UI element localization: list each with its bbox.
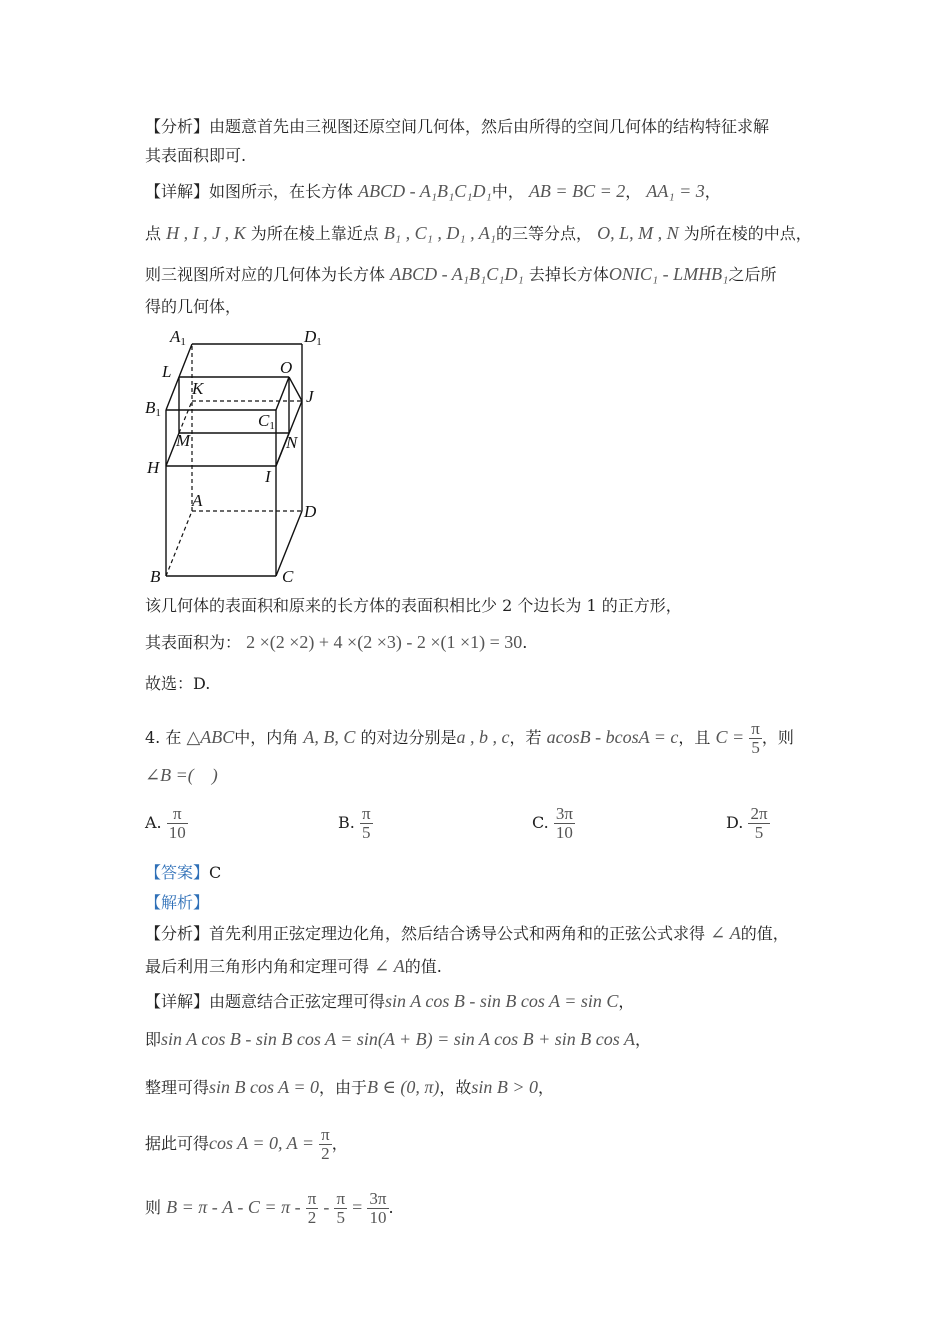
formula-ab-bc: AB = BC = 2 (528, 181, 626, 201)
detail-b-line-1 (145, 990, 634, 1013)
jiexi-line (145, 892, 209, 914)
simplify-end: ， (538, 1078, 555, 1097)
label-l: L (162, 362, 172, 381)
formula-cosa: cos A = 0, A = (209, 1133, 314, 1153)
edge-oj (289, 377, 302, 401)
question-4-ask (145, 764, 218, 787)
then-text-1: 则三视图所对应的几何体为长方体 (145, 265, 386, 284)
formula-triangle: △ABC (186, 727, 235, 747)
answer-value: C (209, 863, 222, 882)
detail-line-1: 【详解】如图所示，在长方体 ABCD - A₁B₁C₁D₁中， AB = BC = 2， AA₁ = 3， (145, 181, 721, 201)
q-text-1: 中，内角 (234, 728, 299, 747)
label-d1: D1 (304, 327, 322, 348)
simplify-text: 整理可得 (145, 1078, 210, 1097)
question-4-line-1 (145, 720, 794, 757)
formula-sine-law: sin A cos B - sin B cos A = sin C (385, 991, 619, 1011)
detail-text: 如图所示，在长方体 (209, 182, 354, 201)
formula-angle-a-2: ∠ A (374, 956, 405, 976)
detail-tag: 【详解】 (145, 182, 210, 201)
ji-line (145, 1028, 651, 1051)
choose-line: 故选：D. (145, 674, 211, 693)
analysis-tag: 【分析】 (145, 117, 210, 136)
option-a-fraction: $\frac{\pi}{10}$ (168, 804, 186, 842)
option-b-letter: B. (338, 813, 355, 832)
ji-end: ， (634, 1030, 651, 1049)
fraction-f1: $\frac{\pi}{2}$ (307, 1189, 317, 1227)
option-c-letter: C. (532, 813, 549, 832)
option-d[interactable] (726, 805, 770, 842)
simplify-line (145, 1076, 554, 1099)
formula-sinb-pos: sin B > 0 (471, 1077, 539, 1097)
formula-cuboid: ABCD - A₁B₁C₁D₁ (358, 181, 492, 201)
edge-c1o (276, 377, 289, 410)
hidden-edge-mk (179, 401, 192, 433)
label-h: H (147, 458, 160, 477)
label-i: I (265, 467, 271, 486)
q-text-4: ，且 (678, 728, 711, 747)
then-line-2: 得的几何体， (145, 297, 242, 316)
analysis-b-text-1: 首先利用正弦定理边化角，然后结合诱导公式和两角和的正弦公式求得 (209, 924, 706, 943)
points-text-1: 点 (145, 224, 162, 243)
analysis-line-2: 其表面积即可. (145, 146, 247, 165)
analysis-line-1 (145, 116, 769, 138)
formula-sides: a , b , c (456, 727, 510, 747)
final-end: . (388, 1198, 394, 1217)
area-line: 其表面积为： 2 ×(2 ×2) + 4 ×(2 ×3) - 2 ×(1 ×1) = 30. (145, 632, 528, 652)
label-b: B (150, 567, 161, 586)
q-text-3: ，若 (509, 728, 542, 747)
answer-tag: 【答案】 (145, 863, 210, 882)
formula-angle-a: ∠ A (710, 923, 741, 943)
label-d: D (304, 502, 317, 521)
formula-hijk: H , I , J , K (166, 223, 246, 243)
simplify-text-3: ，故 (439, 1078, 472, 1097)
option-d-fraction: $\frac{2\pi}{5}$ (750, 804, 768, 842)
formula-b-range: B ∈ (0, π) (367, 1077, 440, 1097)
label-n: N (286, 433, 298, 452)
minus-sign: - (323, 1197, 330, 1217)
fraction-c: $\frac{\pi}{5}$ (751, 719, 760, 757)
analysis-b-text-3: 最后利用三角形内角和定理可得 (145, 957, 370, 976)
points-text-4: 为所在棱的中点， (683, 224, 812, 243)
label-c1: C1 (258, 411, 275, 432)
cuboid-diagram (140, 326, 340, 591)
answer-line (145, 862, 221, 884)
ji-text: 即 (145, 1030, 162, 1049)
points-text-3: 的三等分点， (496, 224, 593, 243)
formula-angles: A, B, C (303, 727, 356, 747)
final-line (145, 1190, 394, 1227)
question-number: 4. 在 (145, 728, 182, 747)
fraction-f3: $\frac{3\pi}{10}$ (369, 1189, 387, 1227)
formula-sinbcosa: sin B cos A = 0 (209, 1077, 320, 1097)
formula-area: 2 ×(2 ×2) + 4 ×(2 ×3) - 2 ×(1 ×1) = 30 (246, 632, 523, 652)
option-a-letter: A. (145, 813, 162, 832)
option-c[interactable] (532, 805, 575, 842)
analysis-b-line-1 (145, 922, 789, 945)
analysis-b-tag: 【分析】 (145, 924, 210, 943)
then-text-3: 之后所 (728, 265, 777, 284)
formula-removed-cuboid: ONIC₁ - LMHB₁ (608, 264, 729, 284)
detail-b-text: 由题意结合正弦定理可得 (209, 992, 386, 1011)
formula-condition: acosB - bcosA = c (546, 727, 679, 747)
then-text-2: 去掉长方体 (528, 265, 609, 284)
points-text-2: 为所在棱上靠近点 (250, 224, 379, 243)
q-text-5: ，则 (761, 728, 794, 747)
label-b1: B1 (145, 398, 161, 419)
option-b[interactable] (338, 805, 373, 842)
formula-c-eq: C = (715, 727, 745, 747)
option-a[interactable] (145, 805, 188, 842)
label-o: O (280, 358, 293, 377)
formula-b1c1d1a1: B₁ , C₁ , D₁ , A₁ (383, 223, 497, 243)
label-c: C (282, 567, 294, 586)
conclude-line (145, 1126, 348, 1163)
area-text: 其表面积为： (145, 633, 242, 652)
analysis-b-text-4: 的值. (404, 957, 442, 976)
conclude-end: ， (331, 1134, 348, 1153)
analysis-b-line-2 (145, 955, 442, 978)
analysis-b-text-2: 的值， (740, 924, 789, 943)
formula-ask: ∠B =( ) (145, 765, 218, 785)
then-line (145, 263, 776, 286)
option-b-fraction: $\frac{\pi}{5}$ (361, 804, 371, 842)
detail-text-2: 中， (491, 182, 524, 201)
label-a: A (192, 491, 203, 510)
formula-olmn: O, L, M , N (597, 223, 679, 243)
option-c-fraction: $\frac{3\pi}{10}$ (555, 804, 573, 842)
label-j: J (306, 387, 314, 406)
hidden-edge-ba (166, 511, 192, 576)
points-line (145, 222, 812, 245)
formula-aa1: AA₁ = 3 (646, 181, 705, 201)
fraction-f2: $\frac{\pi}{5}$ (336, 1189, 346, 1227)
conclude-text: 据此可得 (145, 1134, 210, 1153)
fraction-pi-2: $\frac{\pi}{2}$ (321, 1125, 330, 1163)
analysis-text: 由题意首先由三视图还原空间几何体，然后由所得的空间几何体的结构特征求解 (209, 117, 770, 136)
formula-cuboid-2: ABCD - A₁B₁C₁D₁ (390, 264, 524, 284)
detail-b-tag: 【详解】 (145, 992, 210, 1011)
jiexi-tag: 【解析】 (145, 893, 210, 912)
equals-sign: = (352, 1197, 363, 1217)
cuboid-figure (140, 326, 340, 595)
formula-expansion: sin A cos B - sin B cos A = sin(A + B) = sin A cos B + sin B cos A (161, 1029, 635, 1049)
option-d-letter: D. (726, 813, 744, 832)
simplify-text-2: ，由于 (319, 1078, 368, 1097)
formula-b-eq: B = π - A - C = π - (166, 1197, 301, 1217)
q-text-2: 的对边分别是 (360, 728, 457, 747)
label-a1: A1 (170, 327, 186, 348)
surface-line: 该几何体的表面积和原来的长方体的表面积相比少 2 个边长为 1 的正方形， (145, 596, 682, 615)
label-k: K (192, 379, 204, 398)
detail-b-end: ， (618, 992, 635, 1011)
label-m: M (176, 431, 191, 450)
final-text: 则 (145, 1198, 162, 1217)
